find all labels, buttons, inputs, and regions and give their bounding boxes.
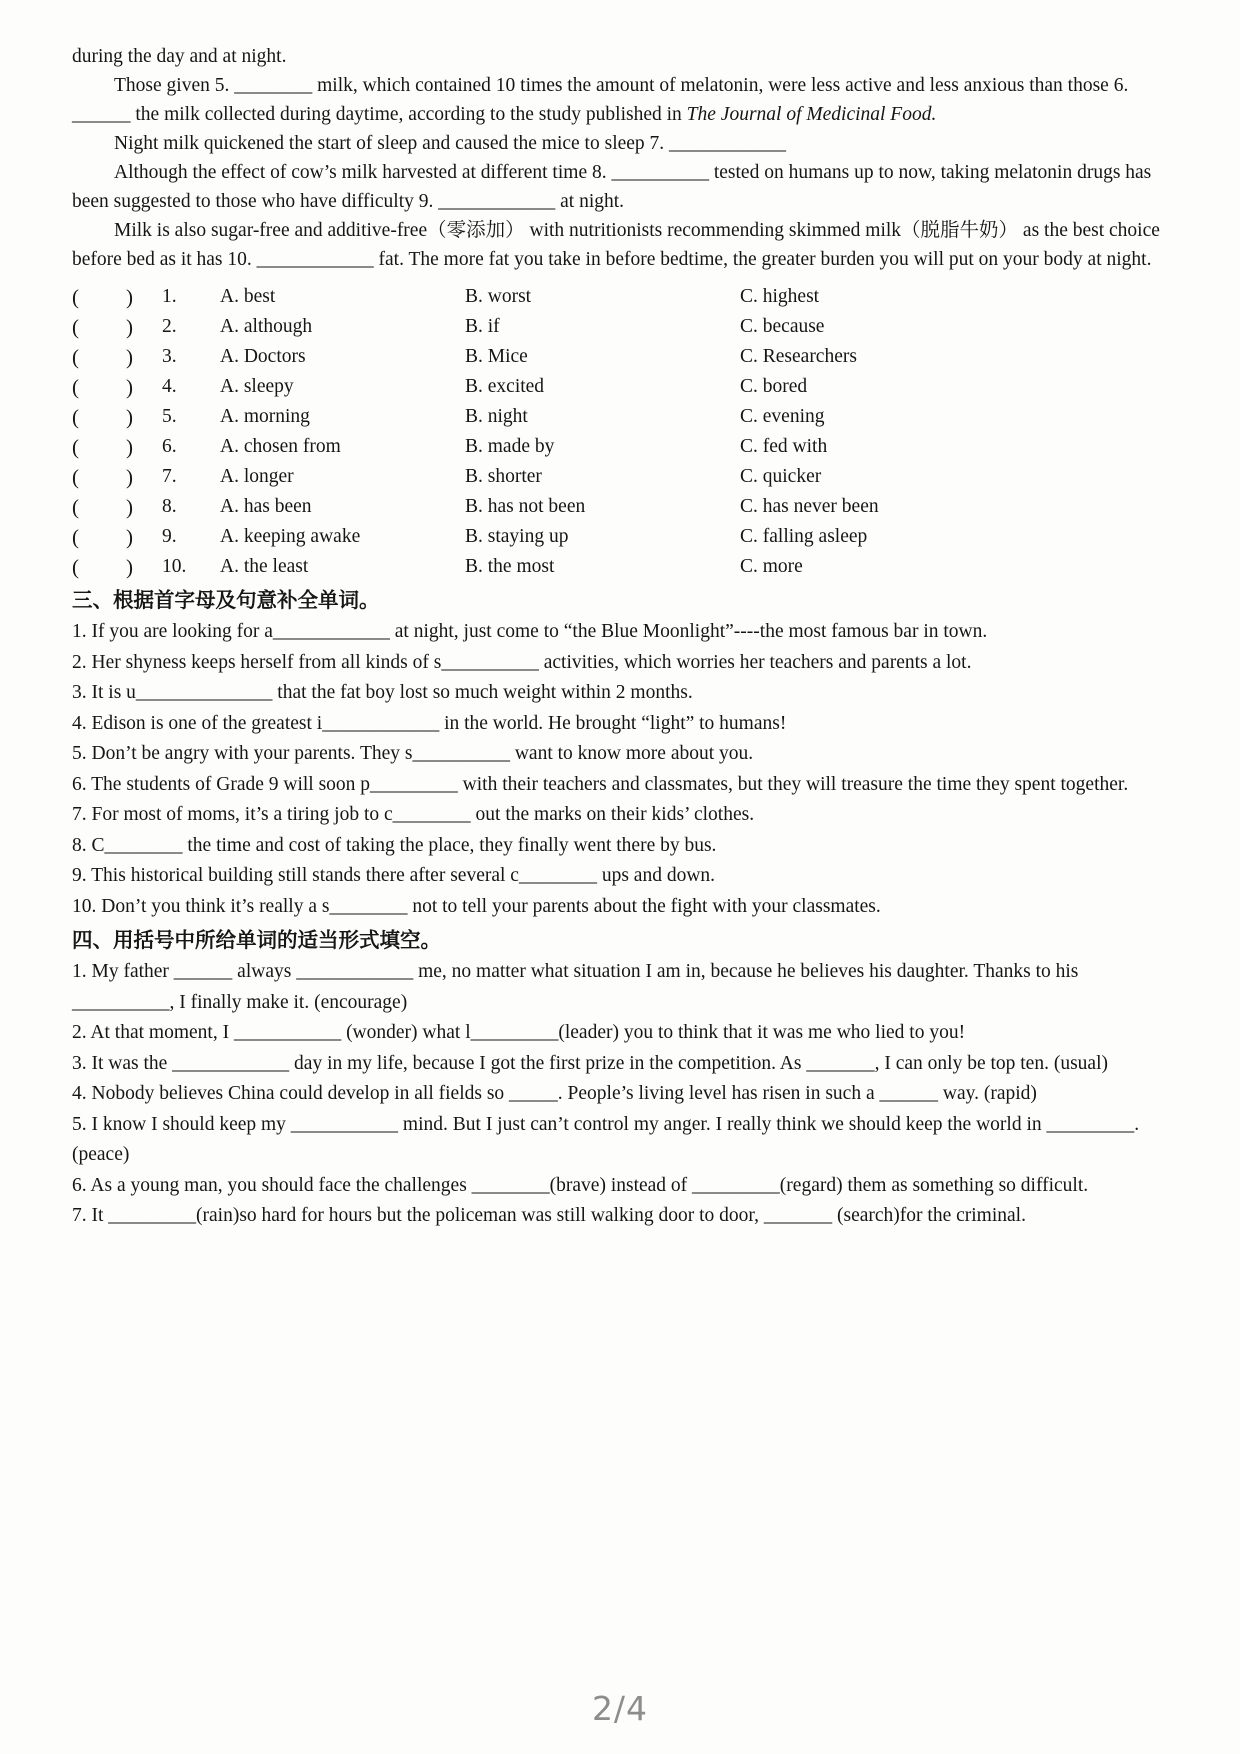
answer-paren-open: (: [72, 434, 79, 459]
question-number: 10.: [162, 556, 187, 577]
section3-items: [72, 617, 1176, 922]
choice-row: [72, 282, 1176, 312]
word-form-item: 3. It was the ____________ day in my life, because I got the first prize in the competition. As _______, I can only be top ten. (usual): [72, 1052, 1108, 1074]
question-number: 5.: [162, 406, 177, 427]
answer-paren-open: (: [72, 494, 79, 519]
question-number: 7.: [162, 466, 177, 487]
choice-row: [72, 462, 1176, 492]
option-c: C. Researchers: [740, 346, 857, 367]
answer-paren-close: ): [126, 374, 133, 399]
answer-paren-close: ): [126, 464, 133, 489]
passage-text: Those given 5. ________ milk, which contained 10 times the amount of melatonin, were less active and less anxious than those 6. ______ the milk collected during daytime, according to the study published in: [72, 75, 1129, 125]
option-c: C. bored: [740, 376, 808, 397]
option-c: C. quicker: [740, 466, 822, 487]
option-a: A. has been: [220, 496, 312, 517]
choice-row: [72, 372, 1176, 402]
answer-paren-close: ): [126, 524, 133, 549]
word-form-item: 6. As a young man, you should face the challenges ________(brave) instead of _________(regard) them as something so difficult.: [72, 1174, 1089, 1196]
choice-row: [72, 552, 1176, 582]
option-a: A. although: [220, 316, 313, 337]
answer-paren-open: (: [72, 284, 79, 309]
answer-paren-close: ): [126, 284, 133, 309]
multiple-choice-table: [72, 282, 1176, 582]
option-b: B. excited: [465, 376, 545, 397]
question-number: 1.: [162, 286, 177, 307]
answer-paren-close: ): [126, 494, 133, 519]
option-a: A. keeping awake: [220, 526, 361, 547]
option-b: B. has not been: [465, 496, 586, 517]
option-b: B. shorter: [465, 466, 542, 487]
option-b: B. night: [465, 406, 528, 427]
answer-paren-close: ): [126, 344, 133, 369]
option-b: B. if: [465, 316, 500, 337]
fill-in-word-item: 4. Edison is one of the greatest i____________ in the world. He brought “light” to humans!: [72, 712, 787, 734]
question-number: 6.: [162, 436, 177, 457]
fill-in-word-item: 1. If you are looking for a____________ at night, just come to “the Blue Moonlight”----the most famous bar in town.: [72, 621, 988, 642]
word-form-item: 1. My father ______ always ____________ me, no matter what situation I am in, because he believes his daughter. Thanks to his __________, I finally make it. (encourage): [72, 961, 1079, 1013]
choice-row: [72, 522, 1176, 552]
answer-paren-close: ): [126, 554, 133, 579]
question-number: 8.: [162, 496, 177, 517]
option-b: B. made by: [465, 436, 555, 457]
option-a: A. best: [220, 286, 276, 307]
word-form-item: 4. Nobody believes China could develop in all fields so _____. People’s living level has risen in such a ______ way. (rapid): [72, 1083, 1037, 1104]
section4-title: 四、用括号中所给单词的适当形式填空。: [72, 930, 441, 952]
fill-in-word-item: 5. Don’t be angry with your parents. They s__________ want to know more about you.: [72, 743, 754, 764]
option-a: A. Doctors: [220, 346, 306, 367]
answer-paren-open: (: [72, 524, 79, 549]
option-a: A. chosen from: [220, 436, 341, 457]
fill-in-word-item: 3. It is u______________ that the fat boy lost so much weight within 2 months.: [72, 682, 693, 703]
fill-in-word-item: 6. The students of Grade 9 will soon p_________ with their teachers and classmates, but they will treasure the time they spent together.: [72, 773, 1129, 795]
fill-in-word-item: 7. For most of moms, it’s a tiring job to c________ out the marks on their kids’ clothes.: [72, 804, 755, 825]
cloze-passage: [72, 42, 1176, 274]
word-form-item: 2. At that moment, I ___________ (wonder) what l_________(leader) you to think that it was me who lied to you!: [72, 1022, 966, 1043]
option-c: C. falling asleep: [740, 526, 868, 547]
journal-title: The Journal of Medicinal Food.: [686, 104, 937, 125]
answer-paren-open: (: [72, 404, 79, 429]
option-b: B. Mice: [465, 346, 528, 367]
answer-paren-open: (: [72, 344, 79, 369]
option-a: A. the least: [220, 556, 309, 577]
option-c: C. has never been: [740, 496, 879, 517]
word-form-item: 7. It _________(rain)so hard for hours but the policeman was still walking door to door, _______ (search)for the criminal.: [72, 1205, 1026, 1226]
answer-paren-close: ): [126, 314, 133, 339]
passage-paragraph: [72, 71, 1176, 129]
word-form-item: 5. I know I should keep my ___________ mind. But I just can’t control my anger. I really think we should keep the world in _________. (peace): [72, 1113, 1140, 1165]
fill-in-word-item: 8. C________ the time and cost of taking the place, they finally went there by bus.: [72, 834, 717, 856]
option-c: C. evening: [740, 406, 825, 427]
passage-paragraph: Although the effect of cow’s milk harvested at different time 8. __________ tested on humans up to now, taking melatonin drugs has been suggested to those who have difficulty 9. ____________ at night.: [72, 162, 1152, 212]
option-b: B. worst: [465, 286, 532, 307]
page-number: 2/4: [591, 1689, 649, 1728]
passage-paragraph: Milk is also sugar-free and additive-free（零添加） with nutritionists recommending skimmed milk（脱脂牛奶） as the best choice before bed as it has 10. ____________ fat. The more fat you take in before bedtime, the greater burden you will put on your body at night.: [72, 220, 1160, 270]
question-number: 4.: [162, 376, 177, 397]
question-number: 3.: [162, 346, 177, 367]
answer-paren-open: (: [72, 374, 79, 399]
answer-paren-open: (: [72, 314, 79, 339]
section4-items: [72, 957, 1176, 1232]
answer-paren-open: (: [72, 554, 79, 579]
option-c: C. more: [740, 556, 803, 577]
option-a: A. morning: [220, 406, 310, 427]
fill-in-word-item: 10. Don’t you think it’s really a s________ not to tell your parents about the fight with your classmates.: [72, 895, 881, 917]
choice-row: [72, 402, 1176, 432]
answer-paren-close: ): [126, 434, 133, 459]
choice-row: [72, 492, 1176, 522]
answer-paren-close: ): [126, 404, 133, 429]
question-number: 9.: [162, 526, 177, 547]
option-c: C. highest: [740, 286, 820, 307]
option-c: C. because: [740, 316, 825, 337]
fill-in-word-item: 9. This historical building still stands there after several c________ ups and down.: [72, 865, 716, 886]
option-a: A. sleepy: [220, 376, 294, 397]
option-c: C. fed with: [740, 436, 828, 457]
section3-title: 三、根据首字母及句意补全单词。: [72, 590, 380, 612]
question-number: 2.: [162, 316, 177, 337]
option-a: A. longer: [220, 466, 294, 487]
fill-in-word-item: 2. Her shyness keeps herself from all kinds of s__________ activities, which worries her teachers and parents a lot.: [72, 651, 972, 673]
choice-row: [72, 432, 1176, 462]
option-b: B. staying up: [465, 526, 569, 547]
answer-paren-open: (: [72, 464, 79, 489]
passage-paragraph: Night milk quickened the start of sleep and caused the mice to sleep 7. ____________: [114, 133, 787, 154]
choice-row: [72, 342, 1176, 372]
choice-row: [72, 312, 1176, 342]
passage-paragraph: during the day and at night.: [72, 46, 287, 67]
option-b: B. the most: [465, 556, 555, 577]
